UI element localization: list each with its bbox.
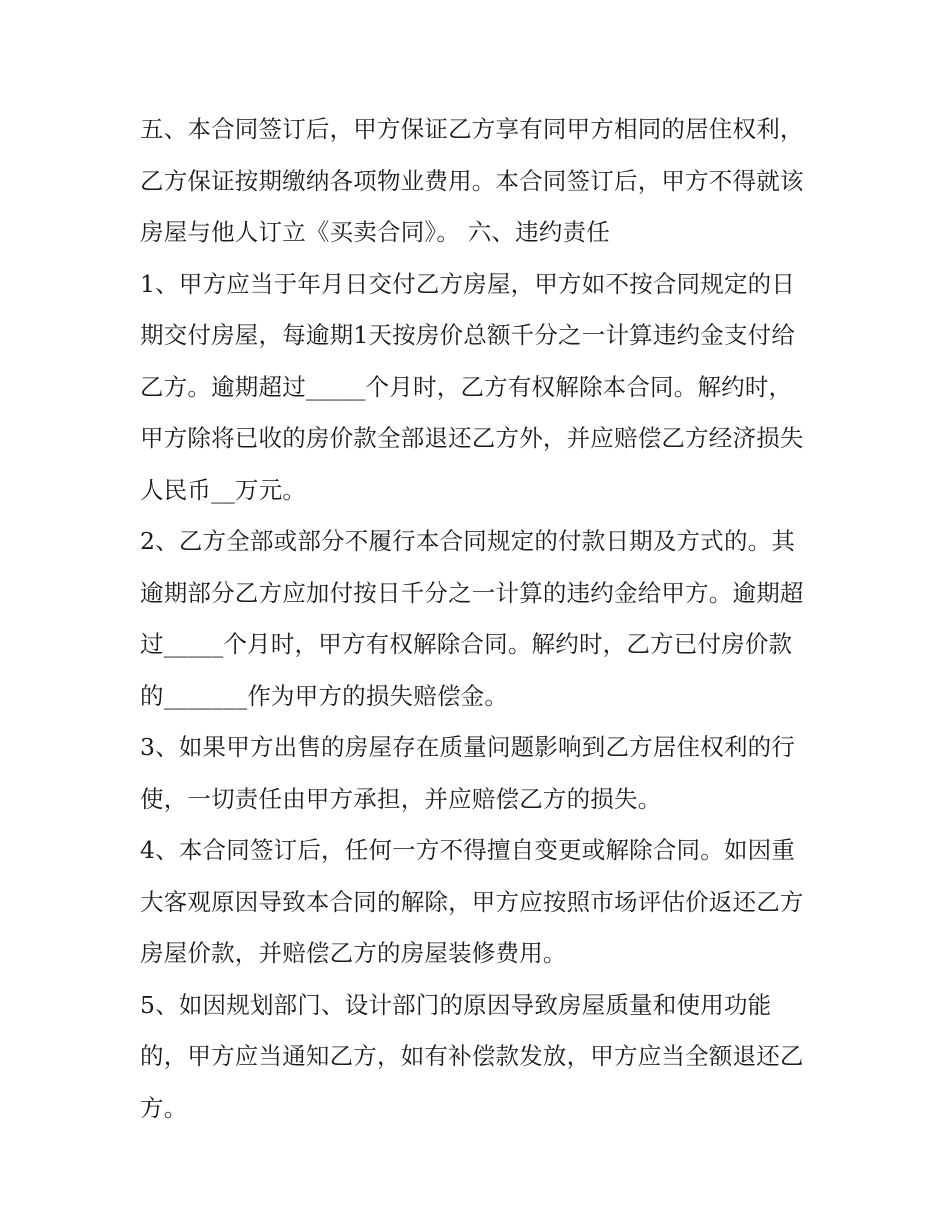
document-body xyxy=(140,104,812,1134)
clause-5-paragraph: 五、本合同签订后，甲方保证乙方享有同甲方相同的居住权利，乙方保证按期缴纳各项物业费用。本合同签订后，甲方不得就该房屋与他人订立《买卖合同》。 六、违约责任 xyxy=(140,115,804,246)
breach-clause-4: 4、本合同签订后，任何一方不得擅自变更或解除合同。如因重大客观原因导致本合同的解除，甲方应按照市场评估价返还乙方房屋价款，并赔偿乙方的房屋装修费用。 xyxy=(140,836,804,967)
breach-clause-5: 5、如因规划部门、设计部门的原因导致房屋质量和使用功能的，甲方应当通知乙方，如有补偿款发放，甲方应当全额退还乙方。 xyxy=(140,990,804,1122)
breach-clause-3: 3、如果甲方出售的房屋存在质量问题影响到乙方居住权利的行使，一切责任由甲方承担，并应赔偿乙方的损失。 xyxy=(140,733,796,813)
breach-clause-1: 1、甲方应当于年月日交付乙方房屋，甲方如不按合同规定的日期交付房屋，每逾期1天按房价总额千分之一计算违约金支付给乙方。逾期超过_____个月时，乙方有权解除本合同。解约时，甲方除将已收的房价款全部退还乙方外，并应赔偿乙方经济损失人民币__万元。 xyxy=(140,269,804,504)
breach-clause-2: 2、乙方全部或部分不履行本合同规定的付款日期及方式的。其逾期部分乙方应加付按日千分之一计算的违约金给甲方。逾期超过_____个月时，甲方有权解除合同。解约时，乙方已付房价款的_______作为甲方的损失赔偿金。 xyxy=(140,527,804,710)
